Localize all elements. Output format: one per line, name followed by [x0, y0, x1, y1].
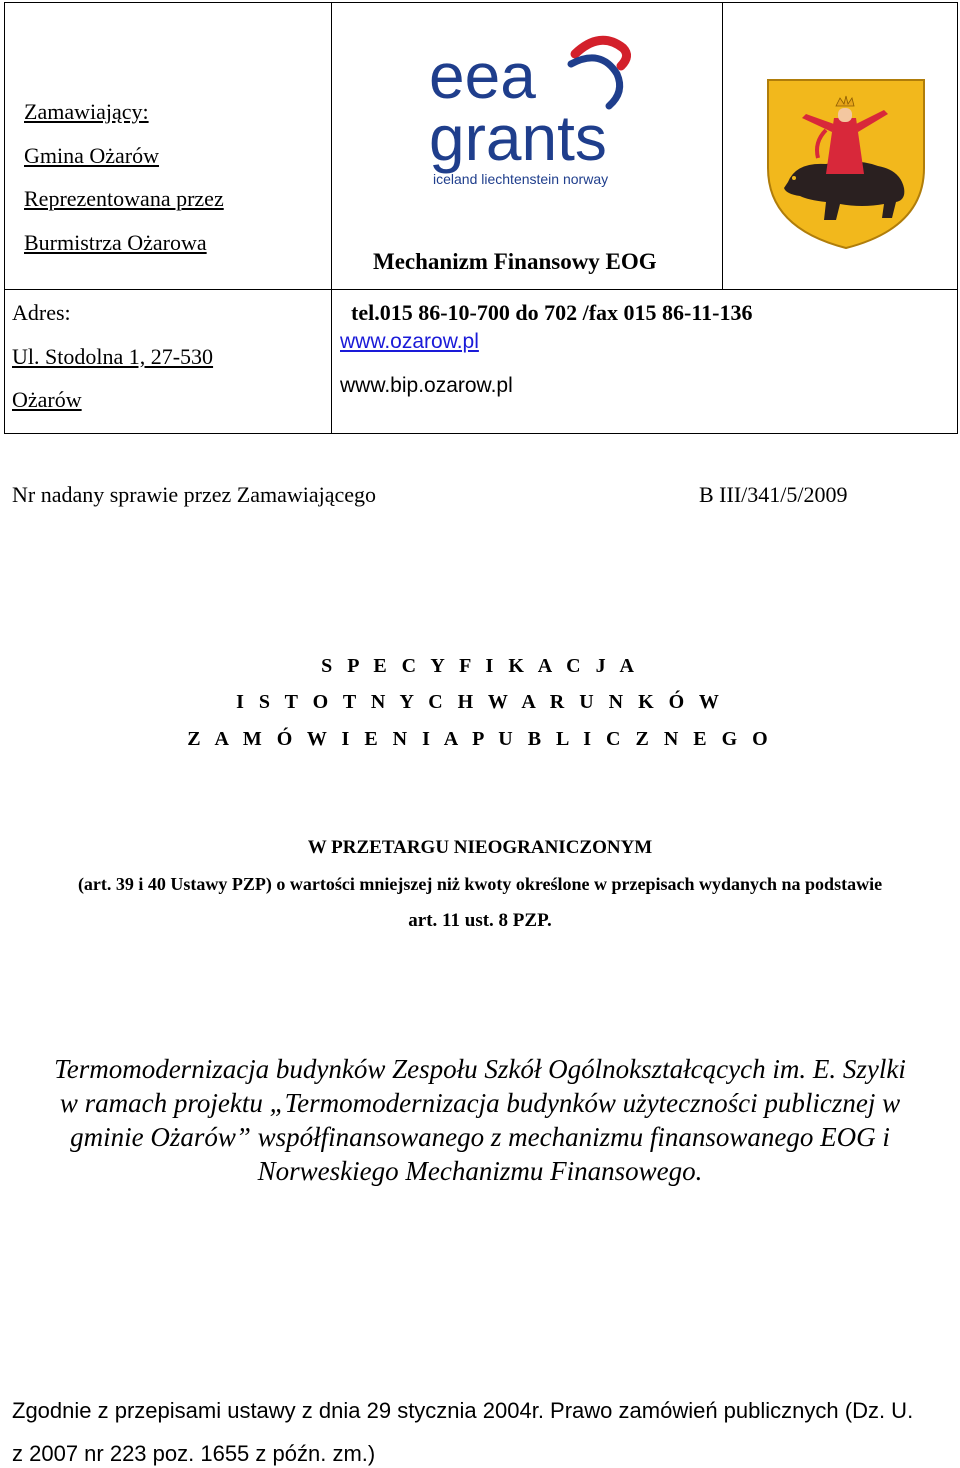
subject-line-1: Termomodernizacja budynków Zespołu Szkół Ogólnokształcących im. E. Szylki	[54, 1054, 906, 1084]
header-divider-left	[331, 2, 332, 434]
case-number-value: B III/341/5/2009	[699, 482, 848, 507]
logo-countries: iceland liechtenstein norway	[433, 171, 609, 187]
logo-text-eea: eea	[429, 40, 536, 112]
subject-line-4: Norweskiego Mechanizmu Finansowego.	[257, 1156, 703, 1186]
logo-blue-arc	[571, 58, 620, 106]
subject-line-3: gminie Ożarów” współfinansowanego z mechanizmu finansowanego EOG i	[70, 1122, 890, 1152]
title-line-1: S P E C Y F I K A C J A	[321, 655, 639, 677]
procedure-type: W PRZETARGU NIEOGRANICZONYM	[307, 837, 653, 858]
ordering-party-name: Gmina Ożarów	[24, 143, 160, 168]
title-line-2: I S T O T N Y C H W A R U N K Ó W	[236, 691, 724, 713]
header-row-divider	[4, 289, 958, 290]
address-label: Adres:	[12, 300, 71, 325]
bip-url: www.bip.ozarow.pl	[340, 374, 513, 397]
contact-phone: tel.015 86-10-700 do 702 /fax 015 86-11-136	[351, 300, 753, 325]
ordering-party-represented: Reprezentowana przez	[24, 186, 224, 211]
logo-text-grants: grants	[429, 102, 607, 174]
procedure-article: art. 11 ust. 8 PZP.	[408, 910, 552, 931]
ordering-party-label: Zamawiający:	[24, 99, 149, 124]
procedure-basis: (art. 39 i 40 Ustawy PZP) o wartości mniejszej niż kwoty określone w przepisach wydanych na podstawie	[77, 874, 883, 894]
address-street: Ul. Stodolna 1, 27-530	[12, 344, 214, 369]
title-line-3: Z A M Ó W I E N I A P U B L I C Z N E G O	[187, 728, 773, 750]
legal-basis-line-1: Zgodnie z przepisami ustawy z dnia 29 stycznia 2004r. Prawo zamówień publicznych (Dz. U.	[12, 1398, 914, 1423]
header-divider-right	[722, 2, 723, 290]
case-number-label: Nr nadany sprawie przez Zamawiającego	[12, 482, 377, 507]
eea-grants-logo	[425, 26, 665, 196]
coat-of-arms-icon	[766, 78, 926, 250]
legal-basis-line-2: z 2007 nr 223 poz. 1655 z późn. zm.)	[12, 1441, 376, 1466]
ordering-party-mayor: Burmistrza Ożarowa	[24, 230, 207, 255]
address-city: Ożarów	[12, 387, 82, 412]
subject-line-2: w ramach projektu „Termomodernizacja budynków użyteczności publicznej w	[59, 1088, 901, 1118]
website-link[interactable]: www.ozarow.pl	[340, 330, 479, 353]
logo-caption: Mechanizm Finansowy EOG	[373, 249, 657, 274]
